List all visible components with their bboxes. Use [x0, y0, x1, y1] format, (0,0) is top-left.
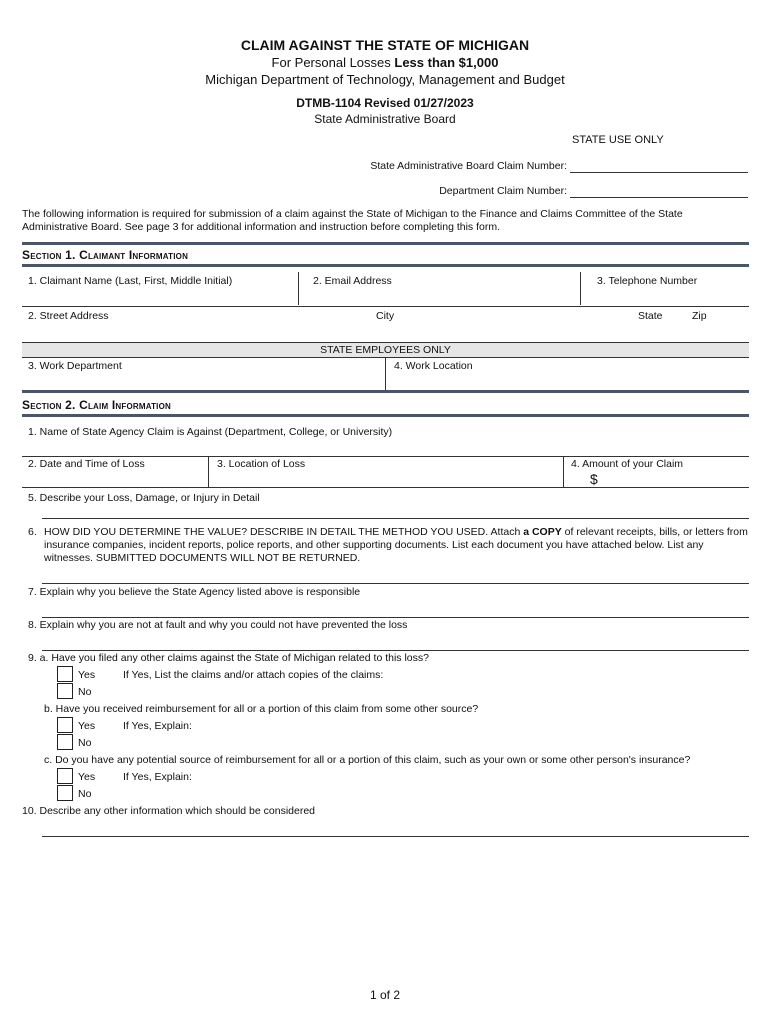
agency-responsible-line[interactable] [42, 617, 749, 618]
date-time-label: 2. Date and Time of Loss [28, 458, 145, 470]
dept-claim-number-field[interactable] [570, 197, 748, 198]
work-department-label: 3. Work Department [28, 360, 122, 372]
divider [580, 272, 581, 305]
agency-name-line [22, 456, 749, 457]
subtitle-bold: Less than $1,000 [394, 55, 499, 70]
divider [22, 264, 749, 267]
q9c-no-checkbox[interactable] [57, 785, 73, 801]
divider [563, 457, 564, 487]
dept-claim-number-label: Department Claim Number: [439, 185, 567, 197]
location-of-loss-label: 3. Location of Loss [217, 458, 306, 470]
section2-heading: Section 2. Claim Information [22, 398, 172, 412]
question-6-text [44, 526, 749, 565]
telephone-label: 3. Telephone Number [597, 275, 698, 287]
question-9b: b. Have you received reimbursement for all or a portion of this claim from some other source? [44, 703, 479, 715]
intro-text: The following information is required for submission of a claim against the State of Michigan to the Finance and Claims Committee of the State Administrative Board. See page 3 for additional information and instruction before completing this form. [22, 208, 683, 233]
describe-loss-line[interactable] [42, 518, 749, 519]
question-6-number: 6. [28, 526, 37, 538]
subtitle-prefix: For Personal Losses [271, 55, 395, 70]
question-9c: c. Do you have any potential source of reimbursement for all or a portion of this claim, such as your own or some other person's insurance? [44, 754, 691, 766]
not-at-fault-label: 8. Explain why you are not at fault and why you could not have prevented the loss [28, 619, 408, 631]
email-label: 2. Email Address [313, 275, 392, 287]
board-claim-number-field[interactable] [570, 172, 748, 173]
q9b-no-checkbox[interactable] [57, 734, 73, 750]
q9b-yes-label: Yes [78, 720, 96, 732]
claimant-info-row-line [22, 306, 749, 307]
q9c-no-label: No [78, 788, 92, 800]
board-name: State Administrative Board [314, 112, 456, 126]
dollar-sign: $ [590, 471, 598, 487]
question-9a: 9. a. Have you filed any other claims against the State of Michigan related to this loss? [28, 652, 429, 664]
divider [22, 242, 749, 245]
q9c-yes-checkbox[interactable] [57, 768, 73, 784]
q9a-no-checkbox[interactable] [57, 683, 73, 699]
divider [385, 357, 386, 390]
section1-heading: Section 1. Claimant Information [22, 248, 189, 262]
divider [22, 390, 749, 393]
board-claim-number-label: State Administrative Board Claim Number: [370, 160, 567, 172]
q9a-yes-checkbox[interactable] [57, 666, 73, 682]
street-address-label: 2. Street Address [28, 310, 109, 322]
page-number: 1 of 2 [369, 988, 401, 1002]
agency-name-label: 1. Name of State Agency Claim is Against (Department, College, or University) [28, 426, 393, 438]
q9c-explain-label: If Yes, Explain: [123, 771, 192, 783]
q9b-yes-checkbox[interactable] [57, 717, 73, 733]
state-use-only-label: STATE USE ONLY [572, 134, 664, 146]
state-label: State [638, 310, 663, 322]
q9c-yes-label: Yes [78, 771, 96, 783]
form-title: CLAIM AGAINST THE STATE OF MICHIGAN [240, 37, 530, 53]
q6-text-bold: a COPY [523, 526, 562, 538]
claimant-name-label: 1. Claimant Name (Last, First, Middle Initial) [28, 275, 233, 287]
zip-label: Zip [692, 310, 707, 322]
department-name: Michigan Department of Technology, Management and Budget [205, 72, 565, 87]
other-info-line[interactable] [42, 836, 749, 837]
city-label: City [376, 310, 395, 322]
value-method-line[interactable] [42, 583, 749, 584]
claim-amount-label: 4. Amount of your Claim [571, 458, 684, 470]
state-employees-only-label: STATE EMPLOYEES ONLY [320, 344, 451, 356]
agency-responsible-label: 7. Explain why you believe the State Agency listed above is responsible [28, 586, 361, 598]
not-at-fault-line[interactable] [42, 650, 749, 651]
q6-text-b: of relevant receipts, bills, or letters from insurance companies, incident reports, police reports, and other supporting documents. List each document you have attached below. List any witnesses. SUBMITTED DOCUMENTS WILL NOT BE RETURNED. [44, 526, 748, 564]
work-location-label: 4. Work Location [394, 360, 473, 372]
divider [208, 457, 209, 487]
q6-text-a: HOW DID YOU DETERMINE THE VALUE? DESCRIBE IN DETAIL THE METHOD YOU USED. Attach [44, 526, 524, 538]
form-number: DTMB-1104 Revised 01/27/2023 [296, 96, 474, 110]
q9b-no-label: No [78, 737, 92, 749]
divider [298, 272, 299, 305]
q9b-explain-label: If Yes, Explain: [123, 720, 192, 732]
other-info-label: 10. Describe any other information which should be considered [22, 805, 316, 817]
divider [22, 414, 749, 417]
form-subtitle [0, 55, 770, 70]
q9a-no-label: No [78, 686, 92, 698]
q9a-explain-label: If Yes, List the claims and/or attach copies of the claims: [123, 669, 384, 681]
date-location-row-line [22, 487, 749, 488]
describe-loss-label: 5. Describe your Loss, Damage, or Injury in Detail [28, 492, 260, 504]
q9a-yes-label: Yes [78, 669, 96, 681]
